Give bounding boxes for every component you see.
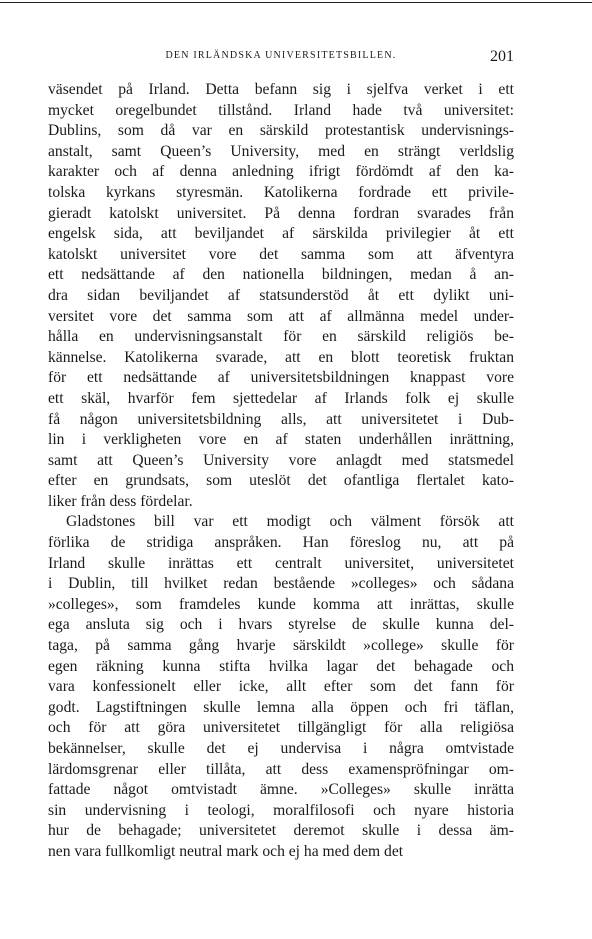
- running-head: DEN IRLÄNDSKA UNIVERSITETSBILLEN.: [165, 50, 397, 61]
- text-line: ega ansluta sig och i hvars styrelse de skulle kunna del-: [48, 616, 514, 634]
- text-line: kännelse. Katolikerna svarade, att en blott teoretisk fruktan: [48, 348, 514, 366]
- text-line: för ett nedsättande af universitetsbildningen knappast vore: [48, 369, 514, 387]
- text-line: egen räkning kunna stifta hvilka lagar det behagade och: [48, 657, 514, 675]
- text-line: godt. Lagstiftningen skulle lemna alla öppen och fri täflan,: [48, 698, 514, 716]
- text-line: anstalt, samt Queen’s University, med en strängt verldslig: [48, 142, 514, 160]
- text-line: katolskt universitet vore det samma som att äfventyra: [48, 245, 514, 263]
- text-line: »colleges», som framdeles kunde komma att inrättas, skulle: [48, 595, 514, 613]
- text-line: och för att göra universitetet tillgängligt för alla religiösa: [48, 719, 514, 737]
- text-line: Gladstones bill var ett modigt och välment försök att: [66, 513, 514, 531]
- text-line: bekännelser, skulle det ej undervisa i några omtvistade: [48, 740, 514, 757]
- text-line: versitet vore det samma som att af allmänna medel under-: [48, 307, 514, 325]
- text-line: hålla en undervisningsanstalt för en särskild religiös be-: [48, 328, 514, 346]
- text-line: ett skäl, hvarför fem sjettedelar af Irlands folk ej skulle: [48, 389, 514, 407]
- text-line: lärdomsgrenar eller tillåta, att dess examenspröfningar om-: [48, 760, 514, 778]
- paragraph: [48, 80, 514, 512]
- text-line: efter en grundsats, som uteslöt det ofantliga flertalet kato-: [48, 472, 514, 490]
- page-header: [48, 48, 514, 68]
- text-line: få någon universitetsbildning alls, att universitetet i Dub-: [48, 410, 514, 428]
- top-rule: [0, 2, 592, 3]
- text-line: väsendet på Irland. Detta befann sig i sjelfva verket i ett: [48, 81, 514, 98]
- text-line: sin undervisning i teologi, moralfilosofi och nyare historia: [48, 801, 514, 819]
- text-line: Irland skulle inrättas ett centralt universitet, universitetet: [48, 554, 514, 572]
- page-number: 201: [490, 48, 514, 65]
- text-line: förlika de stridiga anspråken. Han föreslog nu, att på: [48, 534, 514, 552]
- text-line: gieradt katolskt universitet. På denna fordran svarades från: [48, 204, 514, 222]
- paragraph: [48, 512, 514, 862]
- text-line: lin i verkligheten vore en af staten underhållen inrättning,: [48, 431, 514, 449]
- text-line: nen vara fullkomligt neutral mark och ej ha med dem det: [48, 842, 404, 860]
- text-line: samt att Queen’s University vore anlagdt med statsmedel: [48, 451, 514, 469]
- text-line: engelsk sida, att beviljandet af särskilda privilegier åt ett: [48, 225, 514, 243]
- text-line: vara konfessionelt eller icke, allt efter som det fann för: [48, 678, 514, 696]
- text-line: Dublins, som då var en särskild protestantisk undervisnings-: [48, 122, 514, 140]
- body-text: [48, 80, 514, 863]
- text-line: karakter och af denna anledning ifrigt fördömdt af den ka-: [48, 163, 514, 181]
- text-line: fattade något omtvistadt ämne. »Colleges» skulle inrätta: [48, 781, 514, 799]
- text-line: ett nedsättande af den nationella bildningen, medan å an-: [48, 266, 514, 284]
- text-line: hur de behagade; universitetet deremot skulle i dessa äm-: [48, 822, 514, 840]
- text-line: mycket oregelbundet tillstånd. Irland hade två universitet:: [48, 101, 514, 119]
- text-line: tolska kyrkans styresmän. Katolikerna fordrade ett privile-: [48, 183, 514, 201]
- text-line: liker från dess fördelar.: [48, 492, 193, 510]
- text-line: dra sidan beviljandet af statsunderstöd åt ett dylikt uni-: [48, 286, 514, 304]
- text-line: i Dublin, till hvilket redan bestående »colleges» och sådana: [48, 575, 514, 593]
- text-line: taga, på samma gång hvarje särskildt »college» skulle för: [48, 637, 514, 655]
